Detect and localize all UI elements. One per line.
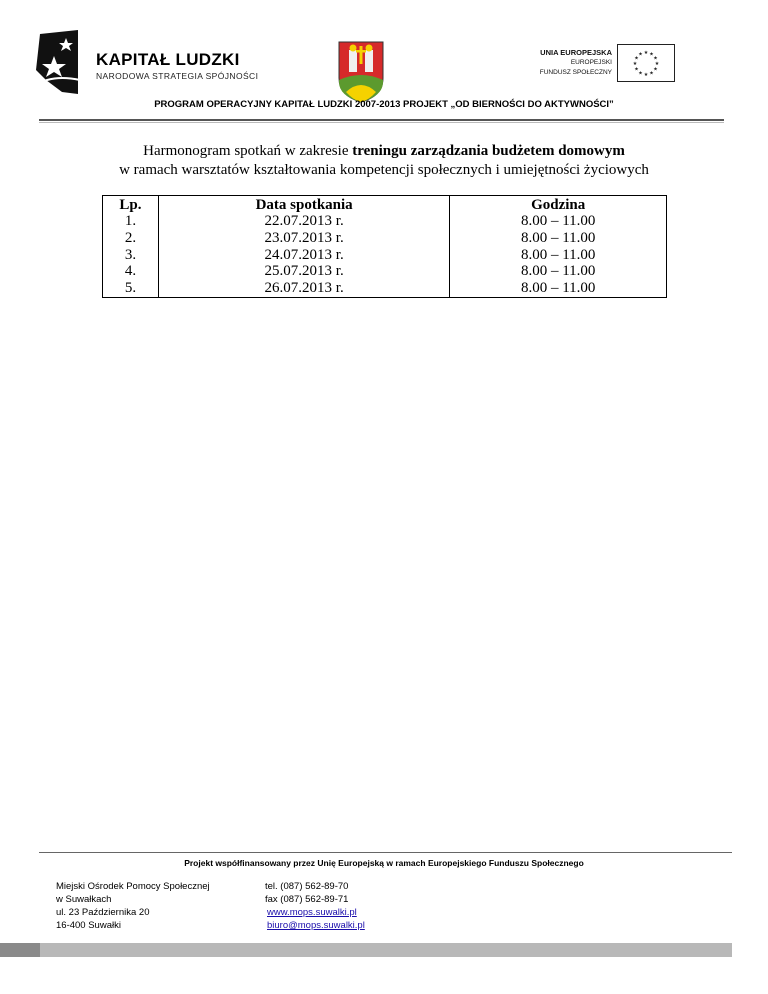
eu-star-icon: ★ — [643, 50, 649, 56]
cell-date: 22.07.2013 r. — [158, 213, 449, 230]
footer-bar — [40, 943, 732, 957]
cell-time: 8.00 – 11.00 — [450, 280, 667, 297]
org-name: Miejski Ośrodek Pomocy Społecznej — [56, 881, 210, 892]
table-row — [103, 213, 667, 230]
footer-bar-accent — [0, 943, 40, 957]
eu-star-icon: ★ — [649, 51, 654, 58]
cell-date: 25.07.2013 r. — [158, 263, 449, 280]
contact-tel: tel. (087) 562-89-70 — [265, 881, 349, 892]
header-divider — [39, 119, 724, 121]
header-divider-thin — [39, 122, 724, 123]
kapital-ludzki-subtitle: NARODOWA STRATEGIA SPÓJNOŚCI — [96, 71, 259, 81]
footer-address — [56, 880, 210, 932]
eu-star-icon: ★ — [638, 51, 643, 58]
cell-lp: 5. — [103, 280, 159, 297]
table-row — [103, 280, 667, 297]
eu-star-icon: ★ — [653, 66, 658, 73]
program-title: PROGRAM OPERACYJNY KAPITAŁ LUDZKI 2007-2013 PROJEKT „OD BIERNOŚCI DO AKTYWNOŚCI” — [154, 99, 614, 110]
cell-time: 8.00 – 11.00 — [450, 263, 667, 280]
org-city: w Suwałkach — [56, 894, 112, 905]
eu-star-icon: ★ — [634, 55, 639, 62]
cell-lp: 3. — [103, 247, 159, 264]
table-row — [103, 230, 667, 247]
header-time: Godzina — [450, 196, 667, 214]
cell-date: 24.07.2013 r. — [158, 247, 449, 264]
document-subtitle: w ramach warsztatów kształtowania kompetencji społecznych i umiejętności życiowych — [119, 162, 649, 178]
eu-line-2: EUROPEJSKI — [570, 59, 612, 66]
cell-lp: 2. — [103, 230, 159, 247]
eu-star-icon: ★ — [653, 55, 658, 62]
cell-time: 8.00 – 11.00 — [450, 213, 667, 230]
website-link[interactable]: www.mops.suwalki.pl — [267, 907, 357, 918]
footer-contact — [265, 880, 365, 932]
eu-star-icon: ★ — [638, 70, 643, 77]
table-header-row — [103, 196, 667, 214]
suwalki-crest-icon — [336, 40, 386, 104]
eu-star-icon: ★ — [643, 72, 649, 78]
eu-line-1: UNIA EUROPEJSKA — [540, 48, 612, 57]
cell-time: 8.00 – 11.00 — [450, 230, 667, 247]
eu-star-icon: ★ — [632, 61, 638, 67]
eu-star-icon: ★ — [654, 61, 660, 67]
footer-divider — [39, 852, 732, 853]
cell-time: 8.00 – 11.00 — [450, 247, 667, 264]
eu-label — [500, 47, 612, 78]
document-title-bold: treningu zarządzania budżetem domowym — [352, 143, 625, 159]
eu-star-icon: ★ — [634, 66, 639, 73]
kapital-ludzki-logo-icon — [32, 30, 82, 96]
cell-date: 23.07.2013 r. — [158, 230, 449, 247]
eu-flag-icon — [617, 44, 675, 82]
kapital-ludzki-title: KAPITAŁ LUDZKI — [96, 50, 240, 69]
header-date: Data spotkania — [158, 196, 449, 214]
org-street: ul. 23 Października 20 — [56, 907, 150, 918]
cell-date: 26.07.2013 r. — [158, 280, 449, 297]
document-title — [0, 143, 768, 160]
contact-fax: fax (087) 562-89-71 — [265, 894, 349, 905]
header-lp: Lp. — [103, 196, 159, 214]
org-postcode: 16-400 Suwałki — [56, 920, 121, 931]
table-row — [103, 263, 667, 280]
email-link[interactable]: biuro@mops.suwalki.pl — [267, 920, 365, 931]
eu-line-3: FUNDUSZ SPOŁECZNY — [539, 69, 612, 76]
cell-lp: 1. — [103, 213, 159, 230]
table-row — [103, 247, 667, 264]
cell-lp: 4. — [103, 263, 159, 280]
document-title-prefix: Harmonogram spotkań w zakresie — [143, 143, 353, 159]
eu-star-icon: ★ — [649, 70, 654, 77]
footer-project-note: Projekt współfinansowany przez Unię Europejską w ramach Europejskiego Funduszu Społecznego — [184, 858, 584, 868]
schedule-table — [102, 195, 667, 298]
